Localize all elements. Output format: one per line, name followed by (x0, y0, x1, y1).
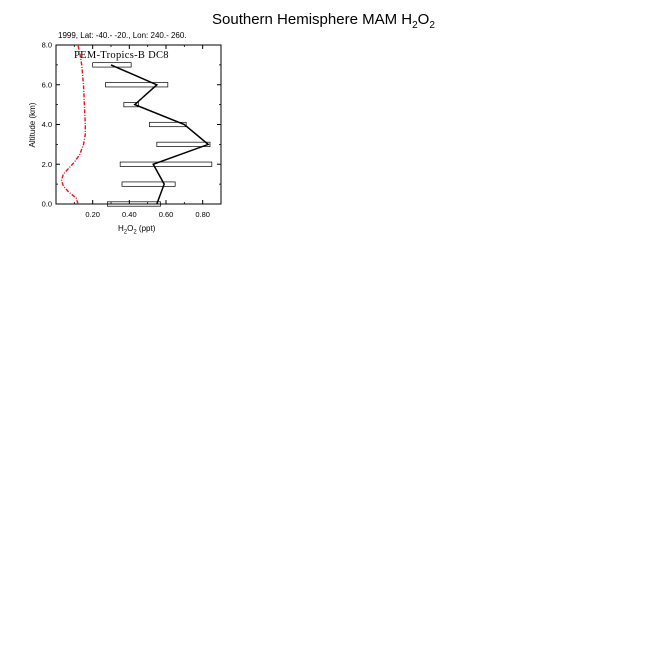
x-tick-label: 0.60 (158, 210, 174, 219)
plot-frame (56, 45, 221, 204)
plot-area (42, 41, 221, 220)
y-tick-label: 0.0 (41, 199, 52, 209)
range-box (120, 162, 212, 166)
x-tick-label: 0.40 (122, 210, 137, 219)
model-profile-line (62, 45, 86, 204)
y-tick-label: 2.0 (41, 159, 52, 169)
x-tick-label: 0.80 (195, 210, 210, 219)
range-box (122, 182, 175, 186)
model-series (62, 45, 86, 204)
x-axis-label: $H_2O_2$ (ppt) (118, 224, 156, 236)
observed-profile-line (111, 65, 208, 204)
range-boxes (93, 63, 212, 207)
observed-series (111, 65, 208, 204)
x-tick-label: 0.20 (85, 210, 100, 219)
y-tick-label: 8.0 (41, 40, 52, 50)
y-axis-label: Altitude (km) (28, 102, 37, 148)
x-axis (74, 45, 221, 219)
y-tick-label: 6.0 (41, 80, 52, 90)
plot-subtitle: 1999, Lat: -40.- -20., Lon: 240.- 260. (58, 31, 187, 40)
range-box (106, 83, 168, 87)
campaign-label: PEM-Tropics-B DC8 (74, 50, 169, 61)
y-tick-label: 4.0 (41, 120, 52, 129)
figure-title: Southern Hemisphere MAM $H_2O_2$ (212, 11, 435, 31)
